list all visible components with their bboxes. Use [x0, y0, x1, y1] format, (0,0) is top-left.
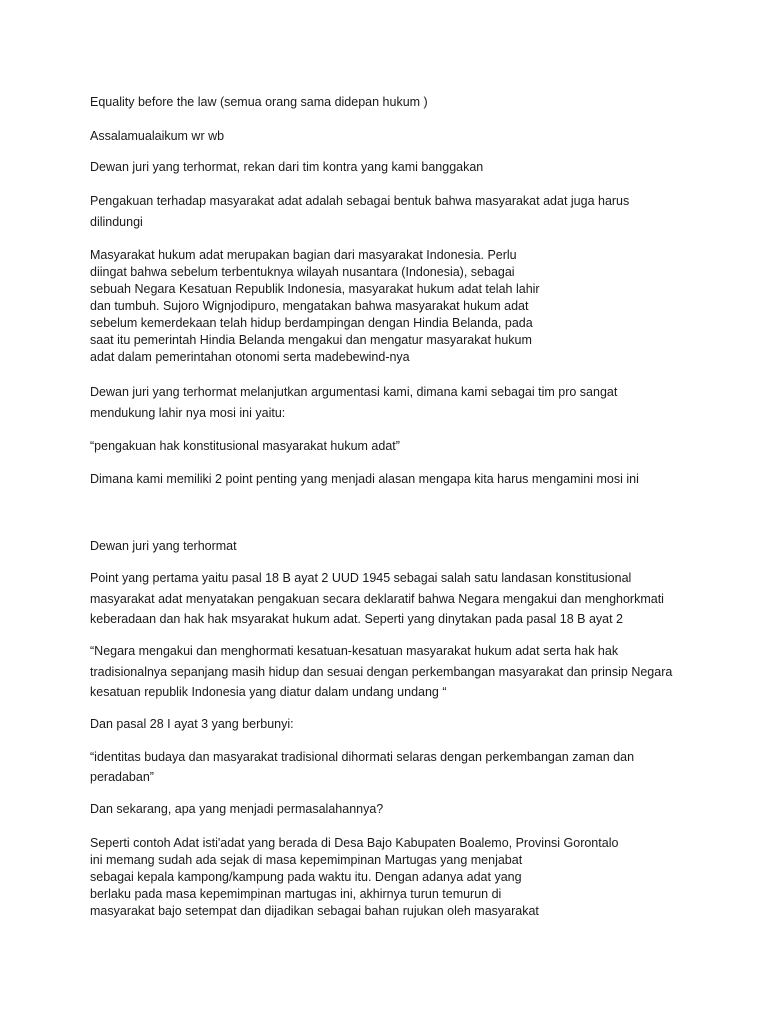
text-line: adat dalam pemerintahan otonomi serta madebewind-nya [90, 350, 410, 364]
text-line: Dan pasal 28 I ayat 3 yang berbunyi: [90, 717, 294, 731]
text-line: berlaku pada masa kepemimpinan martugas ini, akhirnya turun temurun di [90, 887, 502, 901]
text-line: mendukung lahir nya mosi ini yaitu: [90, 406, 286, 420]
text-line: Dewan juri yang terhormat, rekan dari tim kontra yang kami banggakan [90, 160, 484, 174]
text-line: diingat bahwa sebelum terbentuknya wilayah nusantara (Indonesia), sebagai [90, 265, 515, 279]
text-line: Seperti contoh Adat isti'adat yang berada di Desa Bajo Kabupaten Boalemo, Provinsi Gorontalo [90, 836, 619, 850]
text-line: Dewan juri yang terhormat [90, 539, 237, 553]
text-line: Pengakuan terhadap masyarakat adat adalah sebagai bentuk bahwa masyarakat adat juga harus [90, 194, 630, 208]
text-line: Dewan juri yang terhormat melanjutkan argumentasi kami, dimana kami sebagai tim pro sangat [90, 385, 618, 399]
quote-line: peradaban” [90, 770, 154, 784]
quote-line: “identitas budaya dan masyarakat tradisional dihormati selaras dengan perkembangan zaman dan [90, 750, 635, 764]
text-line: sebelum kemerdekaan telah hidup berdampingan dengan Hindia Belanda, pada [90, 316, 533, 330]
text-line: masyarakat adat menyatakan pengakuan secara deklaratif bahwa Negara mengakui dan menghorkmati [90, 592, 664, 606]
quote-line: “Negara mengakui dan menghormati kesatuan-kesatuan masyarakat hukum adat serta hak hak [90, 644, 619, 658]
greeting-line: Assalamualaikum wr wb [90, 129, 225, 143]
text-line: saat itu pemerintah Hindia Belanda mengakui dan mengatur masyarakat hukum [90, 333, 532, 347]
text-line: sebuah Negara Kesatuan Republik Indonesia, masyarakat hukum adat telah lahir [90, 282, 540, 296]
text-line: Masyarakat hukum adat merupakan bagian dari masyarakat Indonesia. Perlu [90, 248, 517, 262]
text-line: Dimana kami memiliki 2 point penting yang menjadi alasan mengapa kita harus mengamini mosi ini [90, 472, 639, 486]
text-line: keberadaan dan hak hak msyarakat hukum adat. Seperti yang dinytakan pada pasal 18 B ayat 2 [90, 612, 623, 626]
text-line: dan tumbuh. Sujoro Wignjodipuro, mengatakan bahwa masyarakat hukum adat [90, 299, 529, 313]
quote-line: kesatuan republik Indonesia yang diatur dalam undang undang “ [90, 685, 447, 699]
text-line: masyarakat bajo setempat dan dijadikan sebagai bahan rujukan oleh masyarakat [90, 904, 539, 918]
text-line: ini memang sudah ada sejak di masa kepemimpinan Martugas yang menjabat [90, 853, 523, 867]
title-line: Equality before the law (semua orang sama didepan hukum ) [90, 95, 428, 109]
text-line: Dan sekarang, apa yang menjadi permasalahannya? [90, 802, 384, 816]
text-line: Point yang pertama yaitu pasal 18 B ayat 2 UUD 1945 sebagai salah satu landasan konstitusional [90, 571, 632, 585]
text-line: dilindungi [90, 215, 143, 229]
quote-line: tradisionalnya sepanjang masih hidup dan sesuai dengan perkembangan masyarakat dan prinsip Negara [90, 665, 673, 679]
text-line: sebagai kepala kampong/kampung pada waktu itu. Dengan adanya adat yang [90, 870, 522, 884]
motion-quote: “pengakuan hak konstitusional masyarakat hukum adat” [90, 439, 400, 453]
